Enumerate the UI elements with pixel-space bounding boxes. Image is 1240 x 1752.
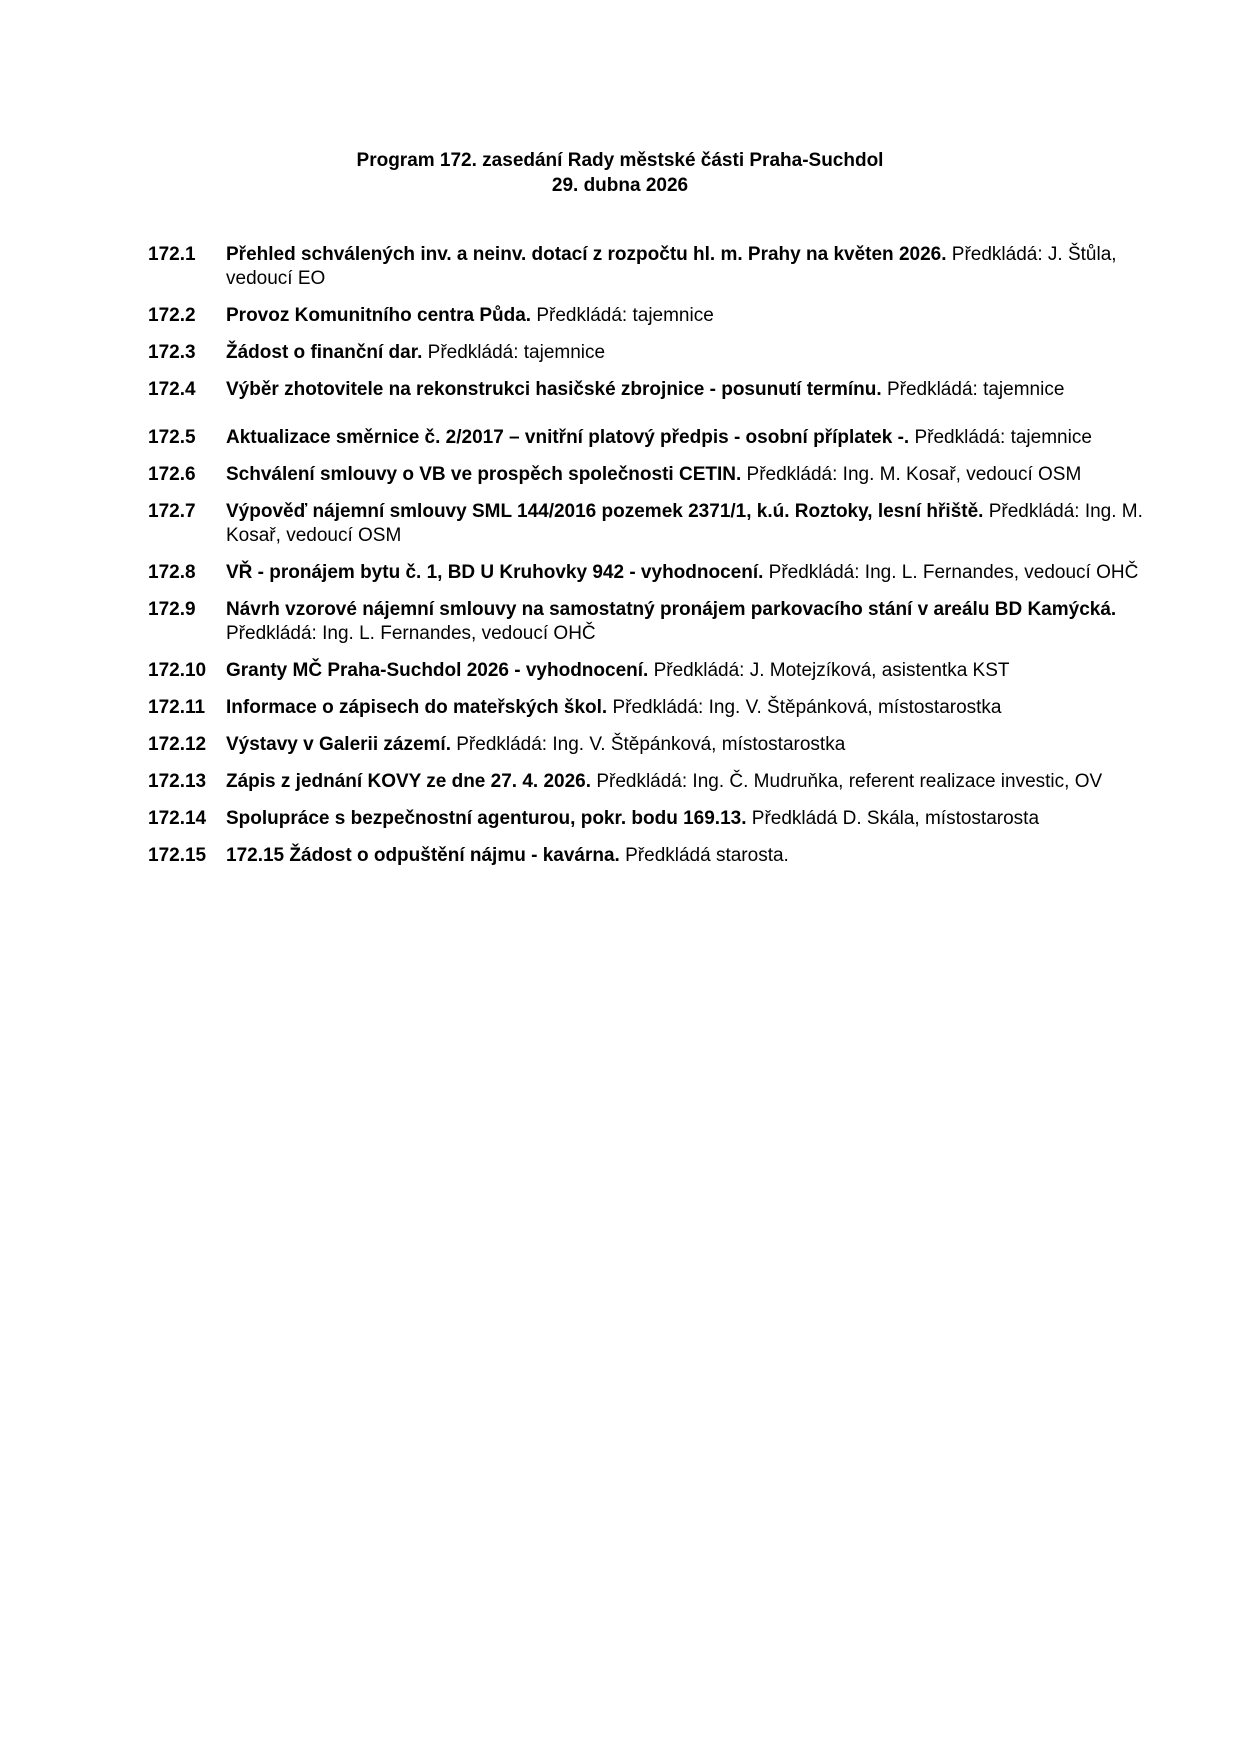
agenda-item-presenter: Předkládá: Ing. V. Štěpánková, místostarostka: [612, 697, 1002, 718]
agenda-item-title: Přehled schválených inv. a neinv. dotací z rozpočtu hl. m. Prahy na květen 2026.: [226, 244, 947, 265]
agenda-item-number: 172.10: [148, 660, 207, 681]
agenda-item-title: Provoz Komunitního centra Půda.: [226, 305, 532, 326]
agenda-item-title: Výpověď nájemní smlouvy SML 144/2016 pozemek 2371/1, k.ú. Roztoky, lesní hřiště.: [226, 501, 984, 522]
agenda-list: [148, 243, 1158, 881]
agenda-item: [148, 341, 1158, 365]
agenda-item: [148, 500, 1158, 548]
agenda-item-number: 172.9: [148, 599, 196, 620]
agenda-item-number: 172.5: [148, 427, 196, 448]
agenda-item-number: 172.2: [148, 305, 196, 326]
agenda-item-presenter: Předkládá: J. Štůla, vedoucí EO: [226, 244, 1117, 289]
agenda-item-title: VŘ - pronájem bytu č. 1, BD U Kruhovky 942 - vyhodnocení.: [226, 562, 764, 583]
agenda-item-number: 172.7: [148, 501, 196, 522]
agenda-item-title: Výstavy v Galerii zázemí.: [226, 734, 451, 755]
meeting-date: 29. dubna 2026: [551, 175, 689, 196]
agenda-item: [148, 304, 1158, 328]
agenda-item-presenter: Předkládá D. Skála, místostarosta: [751, 808, 1040, 829]
agenda-item: [148, 598, 1158, 646]
agenda-item-number: 172.8: [148, 562, 196, 583]
agenda-item: [148, 659, 1158, 683]
agenda-item-title: Aktualizace směrnice č. 2/2017 – vnitřní platový předpis - osobní příplatek -.: [226, 427, 910, 448]
agenda-item-title: 172.15 Žádost o odpuštění nájmu - kavárna.: [226, 845, 620, 866]
agenda-item-presenter: Předkládá: Ing. V. Štěpánková, místostarostka: [456, 734, 846, 755]
agenda-item-number: 172.11: [148, 697, 206, 718]
document-header: [0, 148, 1240, 198]
agenda-item: [148, 426, 1158, 450]
agenda-item-number: 172.12: [148, 734, 207, 755]
agenda-item-number: 172.6: [148, 464, 196, 485]
agenda-item-number: 172.3: [148, 342, 196, 363]
agenda-item: [148, 733, 1158, 757]
agenda-item: [148, 807, 1158, 831]
agenda-item-presenter: Předkládá: Ing. Č. Mudruňka, referent realizace investic, OV: [596, 771, 1103, 792]
agenda-item-title: Informace o zápisech do mateřských škol.: [226, 697, 608, 718]
agenda-item-presenter: Předkládá: Ing. L. Fernandes, vedoucí OHČ: [768, 562, 1139, 583]
agenda-item-number: 172.14: [148, 808, 207, 829]
agenda-item-presenter: Předkládá: tajemnice: [427, 342, 606, 363]
agenda-item-title: Zápis z jednání KOVY ze dne 27. 4. 2026.: [226, 771, 592, 792]
agenda-item-presenter: Předkládá: Ing. M. Kosař, vedoucí OSM: [746, 464, 1082, 485]
agenda-item-presenter: Předkládá: tajemnice: [886, 379, 1065, 400]
agenda-item: [148, 696, 1158, 720]
agenda-item-title: Žádost o finanční dar.: [226, 342, 423, 363]
agenda-item-title: Spolupráce s bezpečnostní agenturou, pokr. bodu 169.13.: [226, 808, 747, 829]
agenda-item: [148, 378, 1158, 402]
agenda-item-presenter: Předkládá: Ing. L. Fernandes, vedoucí OHČ: [226, 623, 596, 644]
agenda-item-number: 172.13: [148, 771, 207, 792]
agenda-item: [148, 770, 1158, 794]
agenda-item-title: Schválení smlouvy o VB ve prospěch společnosti CETIN.: [226, 464, 742, 485]
agenda-item-title: Návrh vzorové nájemní smlouvy na samostatný pronájem parkovacího stání v areálu BD Kamýcká.: [226, 599, 1117, 620]
agenda-item-presenter: Předkládá: tajemnice: [914, 427, 1092, 448]
agenda-item-number: 172.1: [148, 244, 196, 265]
agenda-item: [148, 243, 1158, 291]
agenda-item: [148, 463, 1158, 487]
agenda-item-number: 172.4: [148, 379, 196, 400]
agenda-item-presenter: Předkládá: Ing. M. Kosař, vedoucí OSM: [226, 501, 1143, 546]
agenda-item-title: Výběr zhotovitele na rekonstrukci hasičské zbrojnice - posunutí termínu.: [226, 379, 882, 400]
agenda-item: [148, 561, 1158, 585]
document-title: Program 172. zasedání Rady městské části Praha-Suchdol: [356, 150, 884, 171]
agenda-item-presenter: Předkládá starosta.: [625, 845, 789, 866]
agenda-item-title: Granty MČ Praha-Suchdol 2026 - vyhodnocení.: [226, 660, 649, 681]
agenda-item-presenter: Předkládá: J. Motejzíková, asistentka KST: [653, 660, 1010, 681]
agenda-item: [148, 844, 1158, 868]
agenda-item-presenter: Předkládá: tajemnice: [536, 305, 714, 326]
agenda-item-number: 172.15: [148, 845, 207, 866]
